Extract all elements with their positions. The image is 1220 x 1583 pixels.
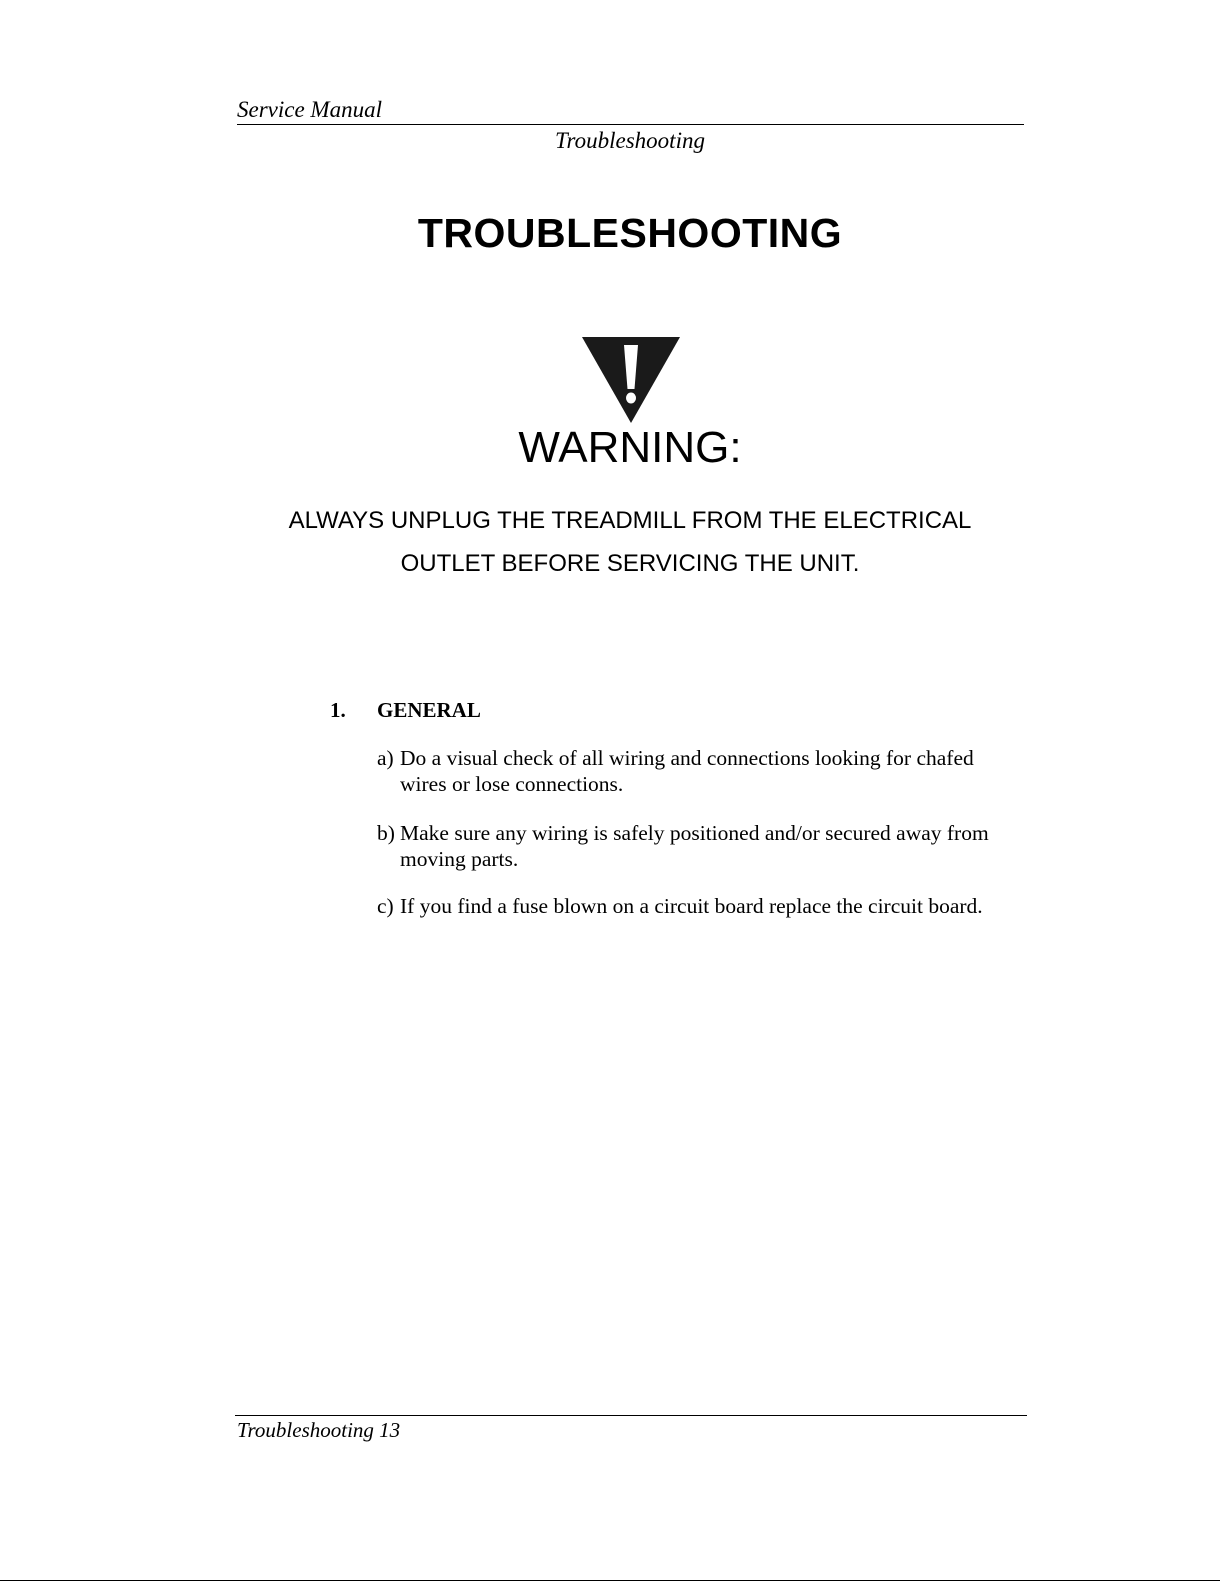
warning-text-line-1: ALWAYS UNPLUG THE TREADMILL FROM THE ELECTRICAL [288,507,972,534]
list-item [377,820,1017,872]
page-title: TROUBLESHOOTING [417,210,843,256]
page-bottom-edge [0,1580,1220,1581]
list-item-text: Make sure any wiring is safely positioned and/or secured away from moving parts. [400,821,989,871]
section-title: GENERAL [377,698,481,722]
list-item-label: c) [377,894,394,918]
header-chapter: Troubleshooting [555,128,705,153]
footer-page-label: Troubleshooting 13 [237,1418,401,1442]
list-item-text: Do a visual check of all wiring and connections looking for chafed wires or lose connections. [400,746,974,796]
warning-label: WARNING: [518,423,742,472]
footer-divider [235,1415,1027,1416]
warning-triangle-icon [582,337,680,423]
header-manual-title: Service Manual [237,97,382,122]
header-divider [237,124,1024,125]
section-number: 1. [330,698,346,722]
list-item [377,745,1017,797]
list-item-label: b) [377,821,395,845]
list-item-text: If you find a fuse blown on a circuit board replace the circuit board. [400,894,983,918]
list-item-label: a) [377,746,394,770]
list-item [377,893,1017,919]
warning-text-line-2: OUTLET BEFORE SERVICING THE UNIT. [400,550,860,577]
